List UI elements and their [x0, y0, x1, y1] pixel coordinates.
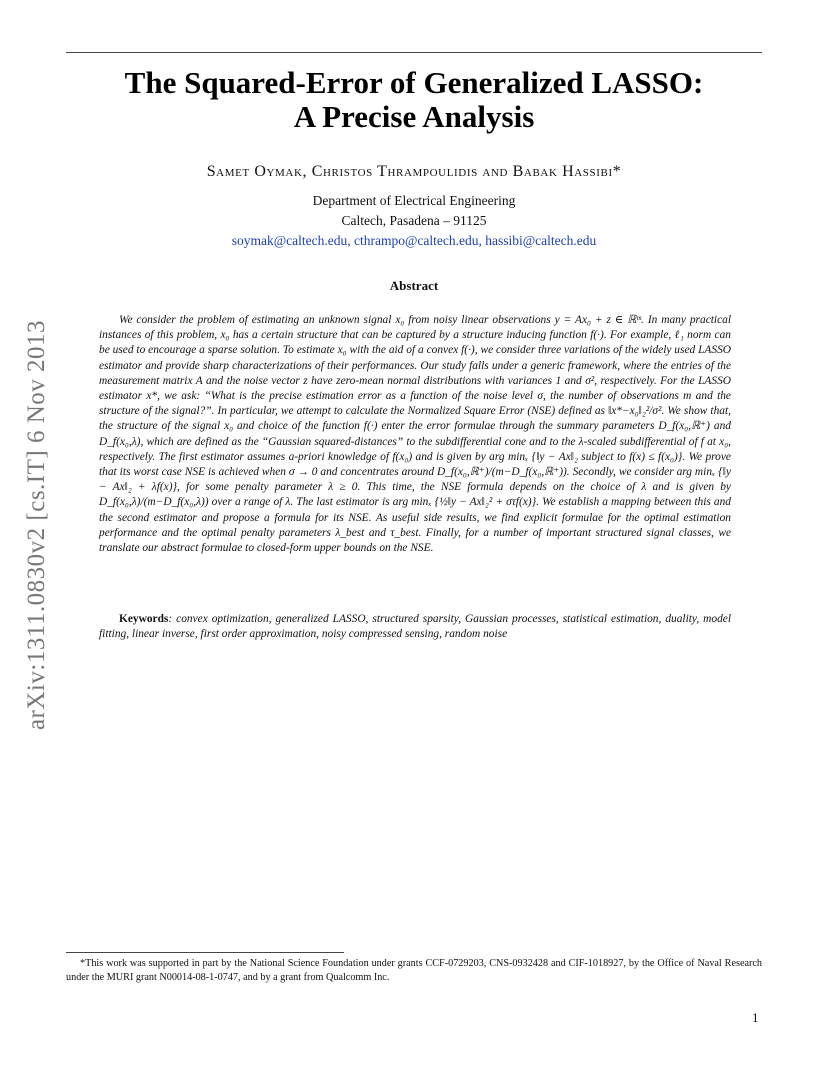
arxiv-id: arXiv:1311.0830v2 [cs.IT] 6 Nov 2013 — [23, 319, 50, 731]
abstract-heading: Abstract — [389, 278, 439, 293]
paper-title — [66, 66, 762, 134]
title-line-2: A Precise Analysis — [293, 99, 535, 134]
keywords — [99, 612, 731, 642]
author-list: Samet Oymak, Christos Thrampoulidis and Babak Hassibi* — [206, 163, 622, 180]
title-line-1: The Squared-Error of Generalized LASSO: — [124, 65, 704, 100]
footnote-rule — [66, 952, 344, 953]
author-emails[interactable]: soymak@caltech.edu, cthrampo@caltech.edu, hassibi@caltech.edu — [231, 233, 597, 248]
keywords-label: Keywords — [119, 613, 169, 625]
header-rule — [66, 52, 762, 53]
funding-footnote: *This work was supported in part by the National Science Foundation under grants CCF-0729203, CNS-0932428 and CIF-1018927, by the Office of Naval Research under the MURI grant N00014-08-1-0747, and by a grant from Qualcomm Inc. — [66, 958, 762, 983]
keywords-text: : convex optimization, generalized LASSO, structured sparsity, Gaussian processes, statistical estimation, duality, model fitting, linear inverse, first order approximation, noisy compressed sensing, random noise — [99, 613, 731, 641]
affiliation-location: Caltech, Pasadena – 91125 — [341, 213, 487, 228]
abstract-body — [99, 313, 731, 556]
abstract-text: We consider the problem of estimating an unknown signal x₀ from noisy linear observations y = Ax₀ + z ∈ ℝᵐ. In many practical instances of this problem, x₀ has a certain structure that can be captured by a structure inducing function f(·). For example, ℓ₁ norm can be used to encourage a sparse solution. To estimate x₀ with the aid of a convex f(·), we consider three variations of the widely used LASSO estimator and provide sharp characterizations of their performances. Our study falls under a generic framework, where the entries of the measurement matrix A and the noise vector z have zero-mean normal distributions with variances 1 and σ², respectively. For the LASSO estimator x*, we ask: “What is the precise estimation error as a function of the noise level σ, the number of observations m and the structure of the signal?”. In particular, we attempt to calculate the Normalized Square Error (NSE) defined as ‖x*−x₀‖₂²/σ². We show that, the structure of the signal x₀ and choice of the function f(·) enter the error formulae through the summary parameters D_f(x₀,ℝ⁺) and D_f(x₀,λ), which are defined as the “Gaussian squared-distances” to the subdifferential cone and to the λ-scaled subdifferential of f at x₀, respectively. The first estimator assumes a-priori knowledge of f(x₀) and is given by arg minₓ {‖y − Ax‖₂ subject to f(x) ≤ f(x₀)}. We prove that its worst case NSE is achieved when σ → 0 and concentrates around D_f(x₀,ℝ⁺)/(m−D_f(x₀,ℝ⁺)). Secondly, we consider arg minₓ {‖y − Ax‖₂ + λf(x)}, for some penalty parameter λ ≥ 0. This time, the NSE formula depends on the choice of λ and is given by D_f(x₀,λ)/(m−D_f(x₀,λ)) over a range of λ. The last estimator is arg minₓ {½‖y − Ax‖₂² + στf(x)}. We establish a mapping between this and the second estimator and propose a formula for its NSE. As useful side results, we find explicit formulae for the optimal estimation performance and the optimal penalty parameters λ_best and τ_best. Finally, for a number of important structured signal classes, we translate our abstract formulae to closed-form upper bounds on the NSE. — [99, 314, 731, 555]
page-number: 1 — [752, 1010, 759, 1025]
affiliation-department: Department of Electrical Engineering — [312, 193, 516, 208]
